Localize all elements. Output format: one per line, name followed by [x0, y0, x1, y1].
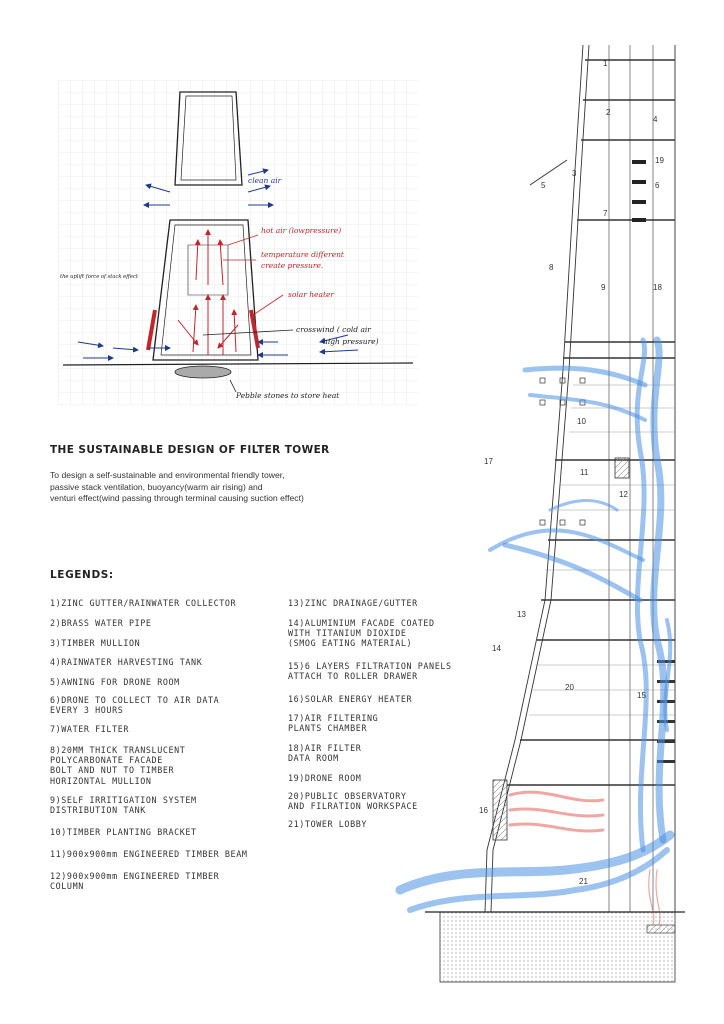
legend-item: 2)BRASS WATER PIPE — [50, 618, 152, 628]
label-2: 2 — [606, 108, 611, 117]
uplift-label: the uplift force of stack effect — [60, 274, 138, 280]
label-12: 12 — [619, 490, 628, 499]
label-15: 15 — [637, 691, 646, 700]
intro-line: venturi effect(wind passing through terminal causing suction effect) — [50, 493, 304, 503]
clean-air-label: clean air — [248, 176, 282, 185]
legend-item: 21)TOWER LOBBY — [288, 819, 367, 829]
label-3: 3 — [572, 169, 577, 178]
tower-facade — [485, 45, 675, 912]
tower-section-drawing — [395, 40, 724, 990]
intro-line: passive stack ventilation, buoyancy(warm air rising) and — [50, 481, 263, 492]
legend-item: 3)TIMBER MULLION — [50, 638, 141, 648]
legend-item: 11)900x900mm ENGINEERED TIMBER BEAM — [50, 849, 248, 859]
pebble-label: Pebble stones to store heat — [236, 391, 340, 400]
drone-icons — [632, 160, 646, 222]
legend-item: 4)RAINWATER HARVESTING TANK — [50, 657, 203, 667]
label-9: 9 — [601, 283, 606, 292]
legend-item: 8)20MM THICK TRANSLUCENT POLYCARBONATE FACADE BOLT AND NUT TO TIMBER HORIZONTAL MULLION — [50, 745, 186, 786]
label-14: 14 — [492, 644, 501, 653]
legend-item: 15)6 LAYERS FILTRATION PANELS ATTACH TO ROLLER DRAWER — [288, 661, 452, 682]
label-1: 1 — [603, 59, 608, 68]
legend-item: 10)TIMBER PLANTING BRACKET — [50, 827, 197, 837]
intro-line: To design a self-sustainable and environmental friendly tower, — [50, 470, 285, 480]
label-19: 19 — [655, 156, 664, 165]
label-4: 4 — [653, 115, 658, 124]
label-10: 10 — [577, 417, 586, 426]
high-pressure-label: high pressure) — [323, 337, 379, 346]
label-8: 8 — [549, 263, 554, 272]
timber-beam — [615, 458, 629, 478]
label-5: 5 — [541, 181, 546, 190]
label-11: 11 — [580, 468, 589, 477]
create-pressure-label: create pressure. — [261, 261, 324, 270]
legend-item: 9)SELF IRRITIGATION SYSTEM DISTRIBUTION TANK — [50, 795, 197, 816]
label-13: 13 — [517, 610, 526, 619]
legend-item: 1)ZINC GUTTER/RAINWATER COLLECTOR — [50, 598, 237, 608]
legend-item: 20)PUBLIC OBSERVATORY AND FILRATION WORKSPACE — [288, 791, 418, 812]
solar-energy-heater — [493, 780, 507, 840]
legend-item: 5)AWNING FOR DRONE ROOM — [50, 677, 180, 687]
legend-item: 12)900x900mm ENGINEERED TIMBER COLUMN — [50, 871, 220, 892]
label-16: 16 — [479, 806, 488, 815]
label-7: 7 — [603, 209, 608, 218]
legend-item: 19)DRONE ROOM — [288, 773, 362, 783]
pebble-stones — [175, 366, 231, 378]
stack-effect-sketch — [58, 80, 418, 405]
legends-title: LEGENDS: — [50, 569, 114, 581]
label-18: 18 — [653, 283, 662, 292]
foundation-block — [440, 912, 675, 982]
label-6: 6 — [655, 181, 660, 190]
legend-item: 18)AIR FILTER DATA ROOM — [288, 743, 362, 764]
label-20: 20 — [565, 683, 574, 692]
crosswind-label: crosswind ( cold air — [296, 325, 371, 334]
legend-item: 16)SOLAR ENERGY HEATER — [288, 694, 413, 704]
legend-item: 6)DRONE TO COLLECT TO AIR DATA EVERY 3 HOURS — [50, 695, 220, 716]
label-21: 21 — [579, 877, 588, 886]
legend-item: 7)WATER FILTER — [50, 724, 129, 734]
label-17: 17 — [484, 457, 493, 466]
legend-item: 14)ALUMINIUM FACADE COATED WITH TITANIUM DIOXIDE (SMOG EATING MATERIAL) — [288, 618, 435, 649]
temperature-label: temperature different — [261, 250, 344, 259]
floor-slabs — [507, 60, 675, 785]
legend-item: 17)AIR FILTERING PLANTS CHAMBER — [288, 713, 379, 734]
intro-paragraph — [50, 470, 370, 505]
drone-room-awning — [530, 160, 567, 185]
lobby-grille — [647, 925, 675, 933]
hot-air-label: hot air (lowpressure) — [261, 226, 342, 235]
solar-heater-label: solar heater — [288, 290, 334, 299]
page-heading: THE SUSTAINABLE DESIGN OF FILTER TOWER — [50, 444, 330, 456]
legend-item: 13)ZINC DRAINAGE/GUTTER — [288, 598, 418, 608]
